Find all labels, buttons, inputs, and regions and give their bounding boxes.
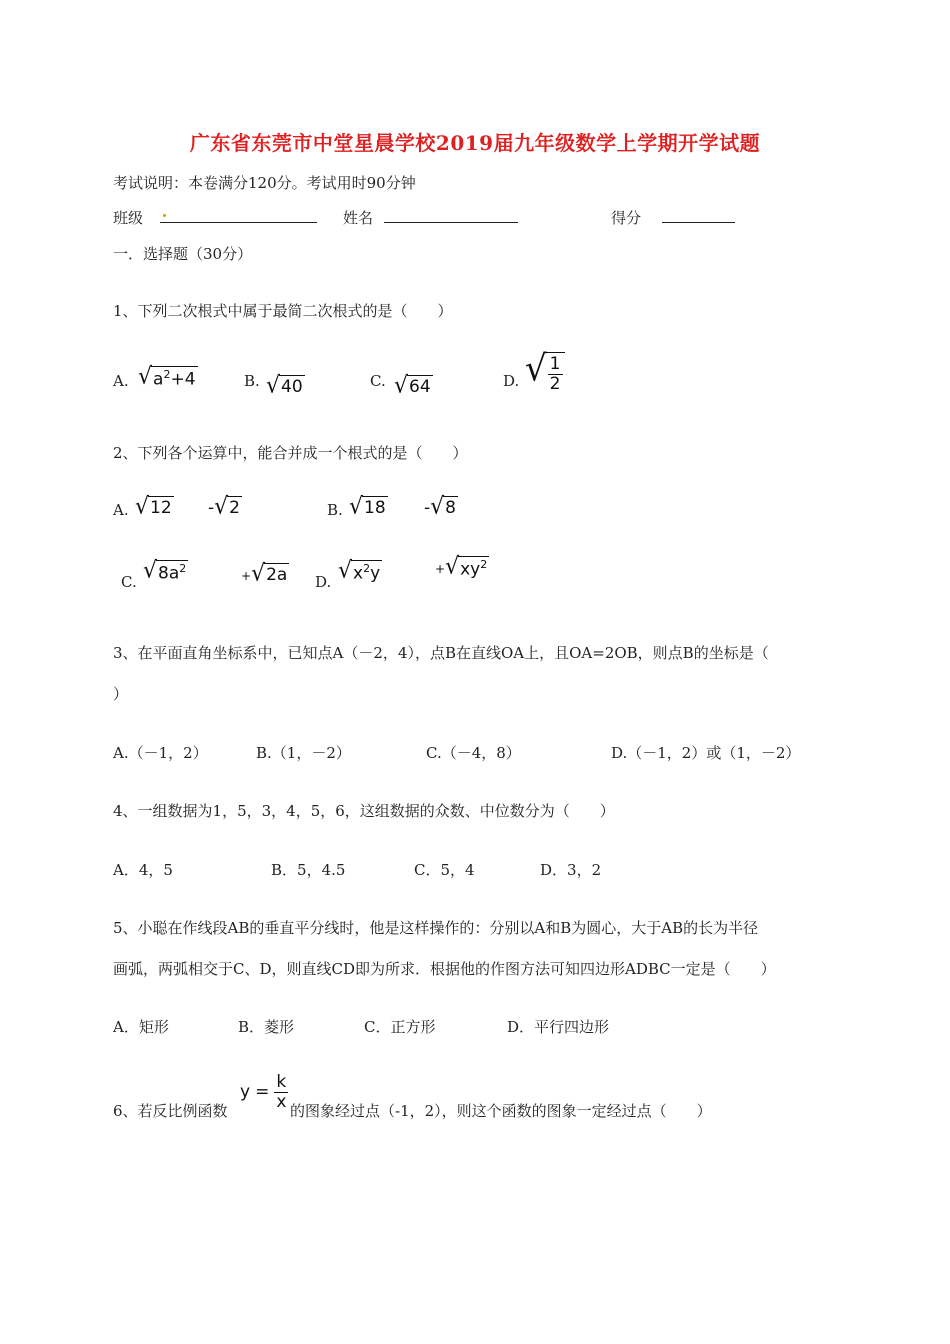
q1-option-c-label: C. (370, 372, 386, 390)
q1-option-b-label: B. (244, 372, 260, 390)
q2-option-d-expr2: + √ $xy^2$ (435, 553, 488, 580)
q1-option-b-expr: √ 40 (266, 372, 303, 399)
question-6-stem-post: 的图象经过点（-1，2），则这个函数的图象一定经过点（ ） (290, 1102, 712, 1120)
q5-option-c: C．正方形 (364, 1018, 436, 1036)
class-blank[interactable] (160, 222, 317, 223)
question-2-stem: 2、下列各个运算中，能合并成一个根式的是（ ） (113, 444, 468, 462)
q2-option-c-expr1: √ $8a^2$ (143, 557, 187, 584)
q2-option-b-expr2: - √ 8 (424, 493, 456, 520)
q2-option-a-label: A. (113, 501, 129, 519)
class-label: 班级 (113, 209, 144, 227)
q2-option-a-expr1: √ 12 (135, 493, 172, 520)
section-heading: 一．选择题（30分） (113, 245, 253, 263)
marker-dot (163, 214, 166, 217)
question-3-stem-line2: ） (113, 685, 129, 703)
q3-option-b: B.（1，－2） (256, 744, 351, 762)
question-3-stem-line1: 3、在平面直角坐标系中，已知点A（－2，4），点B在直线OA上，且OA=2OB，则点B的坐标是（ (113, 644, 769, 662)
q1-option-c-expr: √ 64 (394, 372, 431, 399)
q1-option-d-label: D. (503, 372, 520, 390)
name-label: 姓名 (343, 209, 374, 227)
q5-option-b: B．菱形 (238, 1018, 295, 1036)
page-title: 广东省东莞市中堂星晨学校2019届九年级数学上学期开学试题 (189, 131, 761, 155)
q2-option-d-expr1: √ $x^2y$ (338, 557, 381, 584)
question-5-stem-line2: 画弧，两弧相交于C、D，则直线CD即为所求．根据他的作图方法可知四边形ADBC一定是（ ） (113, 960, 776, 978)
q4-option-b: B．5，4.5 (271, 861, 346, 879)
q2-option-a-expr2: - √ 2 (208, 493, 240, 520)
q1-option-d-expr: √ $\frac{1}{2}$ (525, 352, 565, 393)
q4-option-a: A．4，5 (113, 861, 173, 879)
q3-option-d: D.（－1，2）或（1，－2） (611, 744, 801, 762)
q2-option-d-label: D. (315, 573, 332, 591)
question-6-stem-pre: 6、若反比例函数 (113, 1102, 228, 1120)
q4-option-c: C．5，4 (414, 861, 475, 879)
question-5-stem-line1: 5、小聪在作线段AB的垂直平分线时，他是这样操作的：分别以A和B为圆心，大于AB的长为半径 (113, 919, 759, 937)
q5-option-a: A．矩形 (113, 1018, 169, 1036)
exam-instructions: 考试说明：本卷满分120分。考试用时90分钟 (113, 174, 416, 192)
q6-function-expr: y = $\frac{k}{x}$ (240, 1072, 287, 1112)
q2-option-c-expr2: + √ 2a (241, 560, 288, 587)
q1-option-a-label: A. (113, 372, 129, 390)
q3-option-a: A.（－1，2） (113, 744, 208, 762)
q4-option-d: D．3，2 (540, 861, 602, 879)
question-1-stem: 1、下列二次根式中属于最简二次根式的是（ ） (113, 302, 453, 320)
q2-option-c-label: C. (121, 573, 137, 591)
score-label: 得分 (611, 209, 642, 227)
q1-option-a-expr: √ $a^2+4$ (138, 363, 196, 390)
q3-option-c: C.（－4，8） (426, 744, 521, 762)
q5-option-d: D．平行四边形 (507, 1018, 610, 1036)
q2-option-b-expr1: √ 18 (349, 493, 386, 520)
question-4-stem: 4、一组数据为1，5，3，4，5，6，这组数据的众数、中位数分为（ ） (113, 802, 615, 820)
q2-option-b-label: B. (327, 501, 343, 519)
name-blank[interactable] (384, 222, 518, 223)
score-blank[interactable] (662, 222, 735, 223)
